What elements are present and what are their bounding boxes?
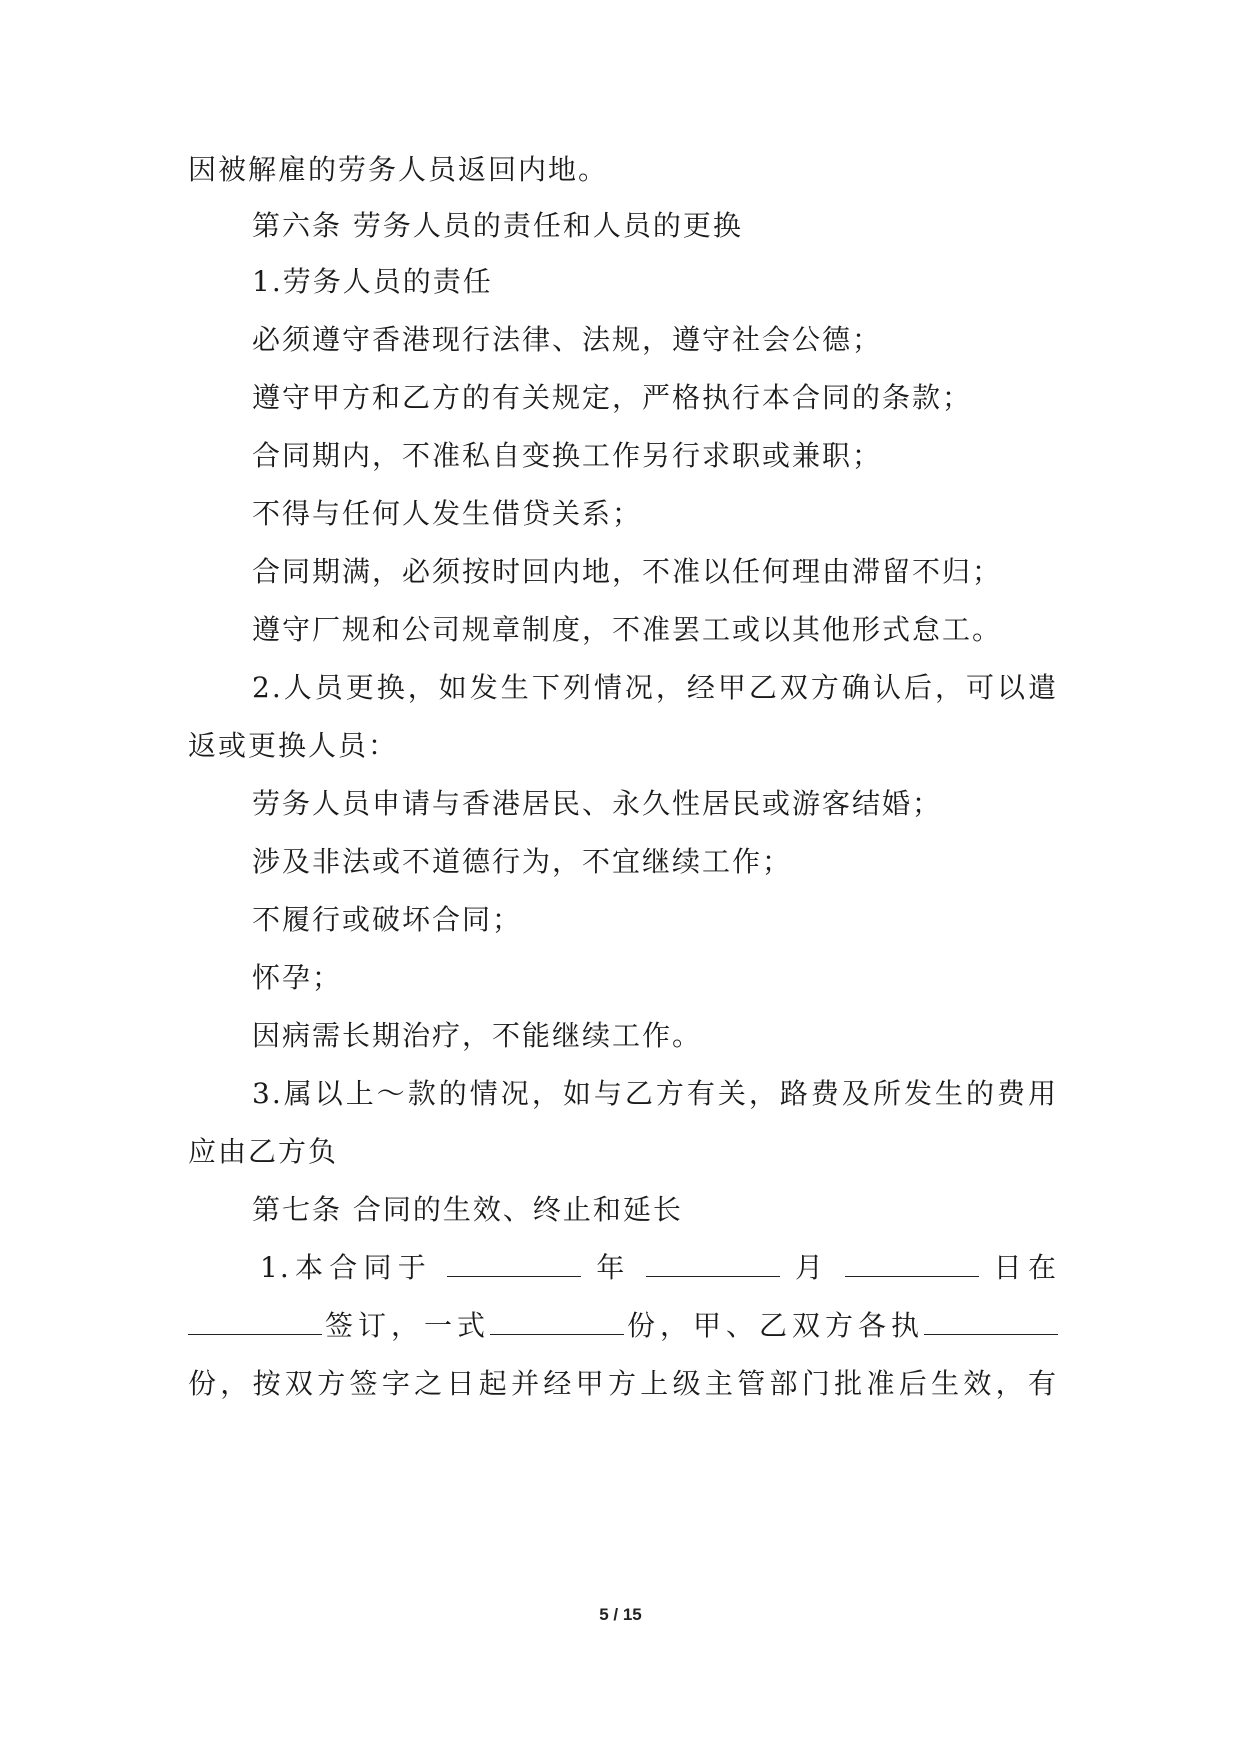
signed-text: 签订，一式 <box>322 1309 490 1342</box>
month-label: 月 <box>795 1251 830 1284</box>
text-line: 应由乙方负 <box>188 1135 339 1168</box>
text-line: 怀孕； <box>252 961 343 994</box>
text-line: 必须遵守香港现行法律、法规，遵守社会公德； <box>252 323 883 356</box>
text-line: 合同期满，必须按时回内地，不准以任何理由滞留不归； <box>252 555 1003 588</box>
place-blank <box>188 1308 322 1335</box>
text-line: 因被解雇的劳务人员返回内地。 <box>188 153 609 186</box>
date-clause-prefix: 1.本合同于 <box>260 1251 433 1284</box>
text-line: 3.属以上～款的情况，如与乙方有关，路费及所发生的费用 <box>252 1077 1058 1110</box>
section-heading-article-6: 第六条 劳务人员的责任和人员的更换 <box>252 209 743 242</box>
date-clause-line <box>260 1248 1058 1288</box>
text-line: 遵守甲方和乙方的有关规定，严格执行本合同的条款； <box>252 381 973 414</box>
each-copies-blank <box>924 1308 1058 1335</box>
text-line: 合同期内，不准私自变换工作另行求职或兼职； <box>252 439 883 472</box>
text-line: 返或更换人员： <box>188 729 399 762</box>
year-blank <box>447 1250 581 1277</box>
text-line: 份，按双方签字之日起并经甲方上级主管部门批准后生效，有 <box>188 1367 1058 1400</box>
text-line: 涉及非法或不道德行为，不宜继续工作； <box>252 845 793 878</box>
text-line: 2.人员更换，如发生下列情况，经甲乙双方确认后，可以遣 <box>252 671 1058 704</box>
text-line: 1.劳务人员的责任 <box>252 265 493 298</box>
day-label: 日在 <box>993 1251 1058 1284</box>
day-blank <box>845 1250 979 1277</box>
text-line: 不履行或破坏合同； <box>252 903 523 936</box>
signing-clause-line <box>188 1306 1058 1346</box>
text-line: 遵守厂规和公司规章制度，不准罢工或以其他形式怠工。 <box>252 613 1003 646</box>
section-heading-article-7: 第七条 合同的生效、终止和延长 <box>252 1193 683 1226</box>
copies-text: 份，甲、乙双方各执 <box>624 1309 924 1342</box>
page-number: 5 / 15 <box>599 1605 642 1624</box>
text-line: 劳务人员申请与香港居民、永久性居民或游客结婚； <box>252 787 943 820</box>
year-label: 年 <box>596 1251 631 1284</box>
copies-blank <box>490 1308 624 1335</box>
text-line: 不得与任何人发生借贷关系； <box>252 497 643 530</box>
month-blank <box>646 1250 780 1277</box>
text-line: 因病需长期治疗，不能继续工作。 <box>252 1019 703 1052</box>
